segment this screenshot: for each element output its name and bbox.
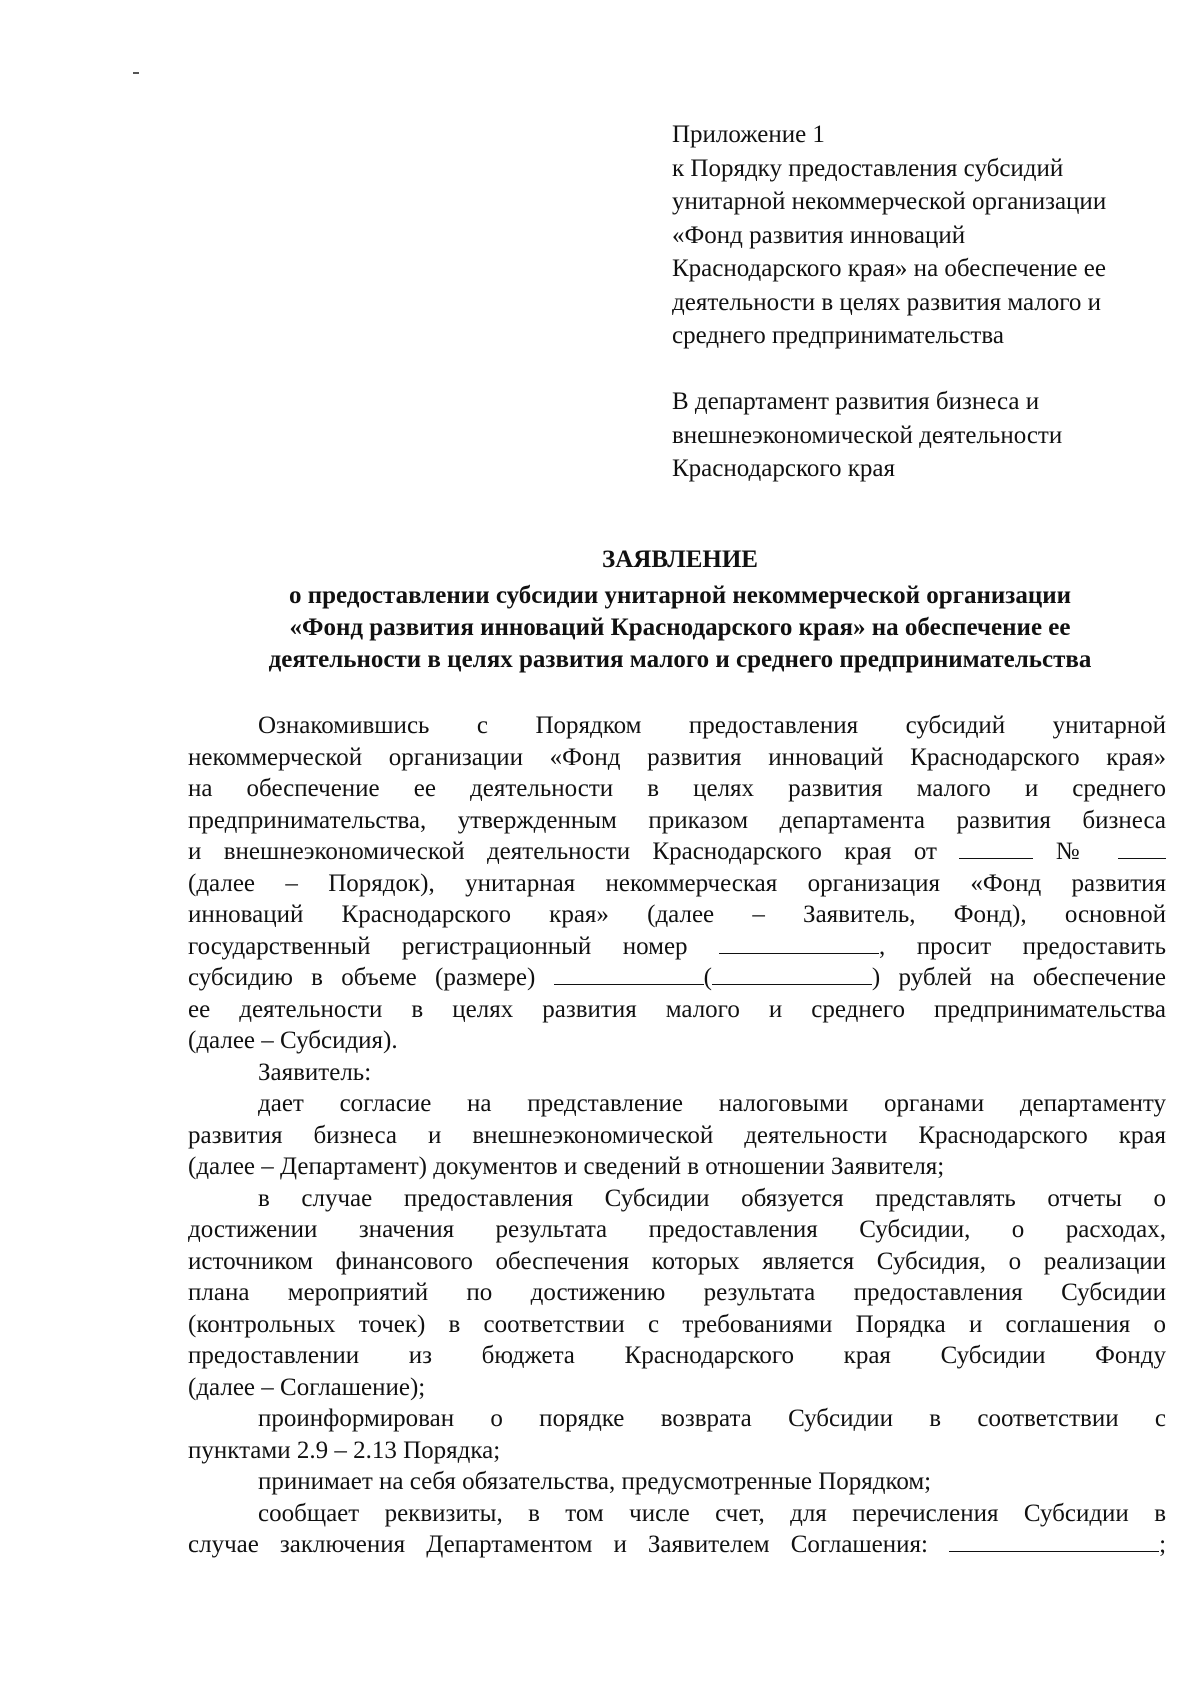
body-line: ее деятельности в целях развития малого и среднего предпринимательства xyxy=(188,995,1166,1023)
recipient-line: Краснодарского края xyxy=(672,455,895,482)
scan-speck xyxy=(133,72,139,74)
amount-digits-blank-field[interactable] xyxy=(554,962,704,985)
body-text-fragment: субсидию в объеме (размере) xyxy=(188,964,536,991)
body-line: (далее – Порядок), унитарная некоммерческая организация «Фонд развития xyxy=(188,869,1166,897)
body-line xyxy=(188,931,1166,963)
body-line: проинформирован о порядке возврата Субсидии в соответствии с xyxy=(258,1405,1166,1432)
body-line: источником финансового обеспечения которых является Субсидия, о реализации xyxy=(188,1247,1166,1275)
body-text-fragment: и внешнеэкономической деятельности Краснодарского края от xyxy=(188,838,937,865)
body-line: плана мероприятий по достижению результата предоставления Субсидии xyxy=(188,1279,1166,1306)
body-line: Заявитель: xyxy=(258,1058,372,1086)
document-title: ЗАЯВЛЕНИЕ xyxy=(602,546,758,573)
date-blank-field[interactable] xyxy=(959,836,1033,859)
appendix-line: среднего предпринимательства xyxy=(672,322,1004,349)
body-line: некоммерческой организации «Фонд развития инноваций Краснодарского края» xyxy=(188,743,1166,771)
subtitle-line: «Фонд развития инноваций Краснодарского края» на обеспечение ее xyxy=(289,614,1071,641)
body-text-fragment: случае заключения Департаментом и Заявителем Соглашения: xyxy=(188,1531,928,1558)
body-text-fragment: ) рублей на обеспечение xyxy=(871,964,1166,991)
subtitle-line: о предоставлении субсидии унитарной некоммерческой организации xyxy=(288,582,1072,609)
body-line: пунктами 2.9 – 2.13 Порядка; xyxy=(188,1436,501,1464)
order-number-blank-field[interactable] xyxy=(1118,836,1166,859)
body-line: инноваций Краснодарского края» (далее – Заявитель, Фонд), основной xyxy=(188,901,1166,928)
document-subtitle xyxy=(180,580,1180,676)
body-line: Ознакомившись с Порядком предоставления субсидий унитарной xyxy=(258,712,1166,739)
body-line: на обеспечение ее деятельности в целях развития малого и среднего xyxy=(188,775,1166,802)
body-line: принимает на себя обязательства, предусмотренные Порядком; xyxy=(258,1468,932,1495)
body-line: в случае предоставления Субсидии обязуется представлять отчеты о xyxy=(258,1184,1166,1212)
appendix-line: к Порядку предоставления субсидий xyxy=(672,154,1064,182)
appendix-header xyxy=(672,118,1172,353)
body-line: достижении значения результата предоставления Субсидии, о расходах, xyxy=(188,1216,1166,1243)
body-line: развития бизнеса и внешнеэкономической деятельности Краснодарского края xyxy=(188,1121,1166,1149)
appendix-line: «Фонд развития инноваций xyxy=(672,221,966,249)
body-line xyxy=(188,962,1166,994)
body-line xyxy=(188,836,1166,868)
body-line: предпринимательства, утвержденным приказом департамента развития бизнеса xyxy=(188,806,1166,834)
appendix-line: Краснодарского края» на обеспечение ее xyxy=(672,255,1106,282)
number-sign: № xyxy=(1055,838,1096,865)
body-line xyxy=(188,1529,1166,1561)
amount-words-blank-field[interactable] xyxy=(712,962,872,985)
body-line: (далее – Соглашение); xyxy=(188,1373,426,1401)
body-line: предоставлении из бюджета Краснодарского края Субсидии Фонду xyxy=(188,1342,1166,1369)
appendix-line: деятельности в целях развития малого и xyxy=(672,288,1102,316)
body-line: сообщает реквизиты, в том числе счет, для перечисления Субсидии в xyxy=(258,1499,1166,1527)
open-paren: ( xyxy=(703,964,712,991)
bank-details-blank-field[interactable] xyxy=(949,1529,1159,1552)
appendix-line: унитарной некоммерческой организации xyxy=(672,188,1107,215)
body-text-fragment: государственный регистрационный номер xyxy=(188,932,688,960)
appendix-line: Приложение 1 xyxy=(672,121,825,148)
recipient-block xyxy=(672,385,1172,486)
subtitle-line: деятельности в целях развития малого и среднего предпринимательства xyxy=(268,646,1092,673)
body-line: (далее – Департамент) документов и сведений в отношении Заявителя; xyxy=(188,1153,945,1180)
recipient-line: В департамент развития бизнеса и xyxy=(672,388,1040,415)
body-line: (контрольных точек) в соответствии с требованиями Порядка и соглашения о xyxy=(188,1310,1166,1338)
body-line: (далее – Субсидия). xyxy=(188,1027,398,1054)
ogrn-blank-field[interactable] xyxy=(719,931,879,954)
semicolon: ; xyxy=(1159,1531,1167,1558)
document-body xyxy=(188,710,1166,1561)
recipient-line: внешнеэкономической деятельности xyxy=(672,421,1063,449)
body-text-fragment: , просит предоставить xyxy=(879,932,1167,960)
body-line: дает согласие на представление налоговыми органами департаменту xyxy=(258,1090,1166,1117)
